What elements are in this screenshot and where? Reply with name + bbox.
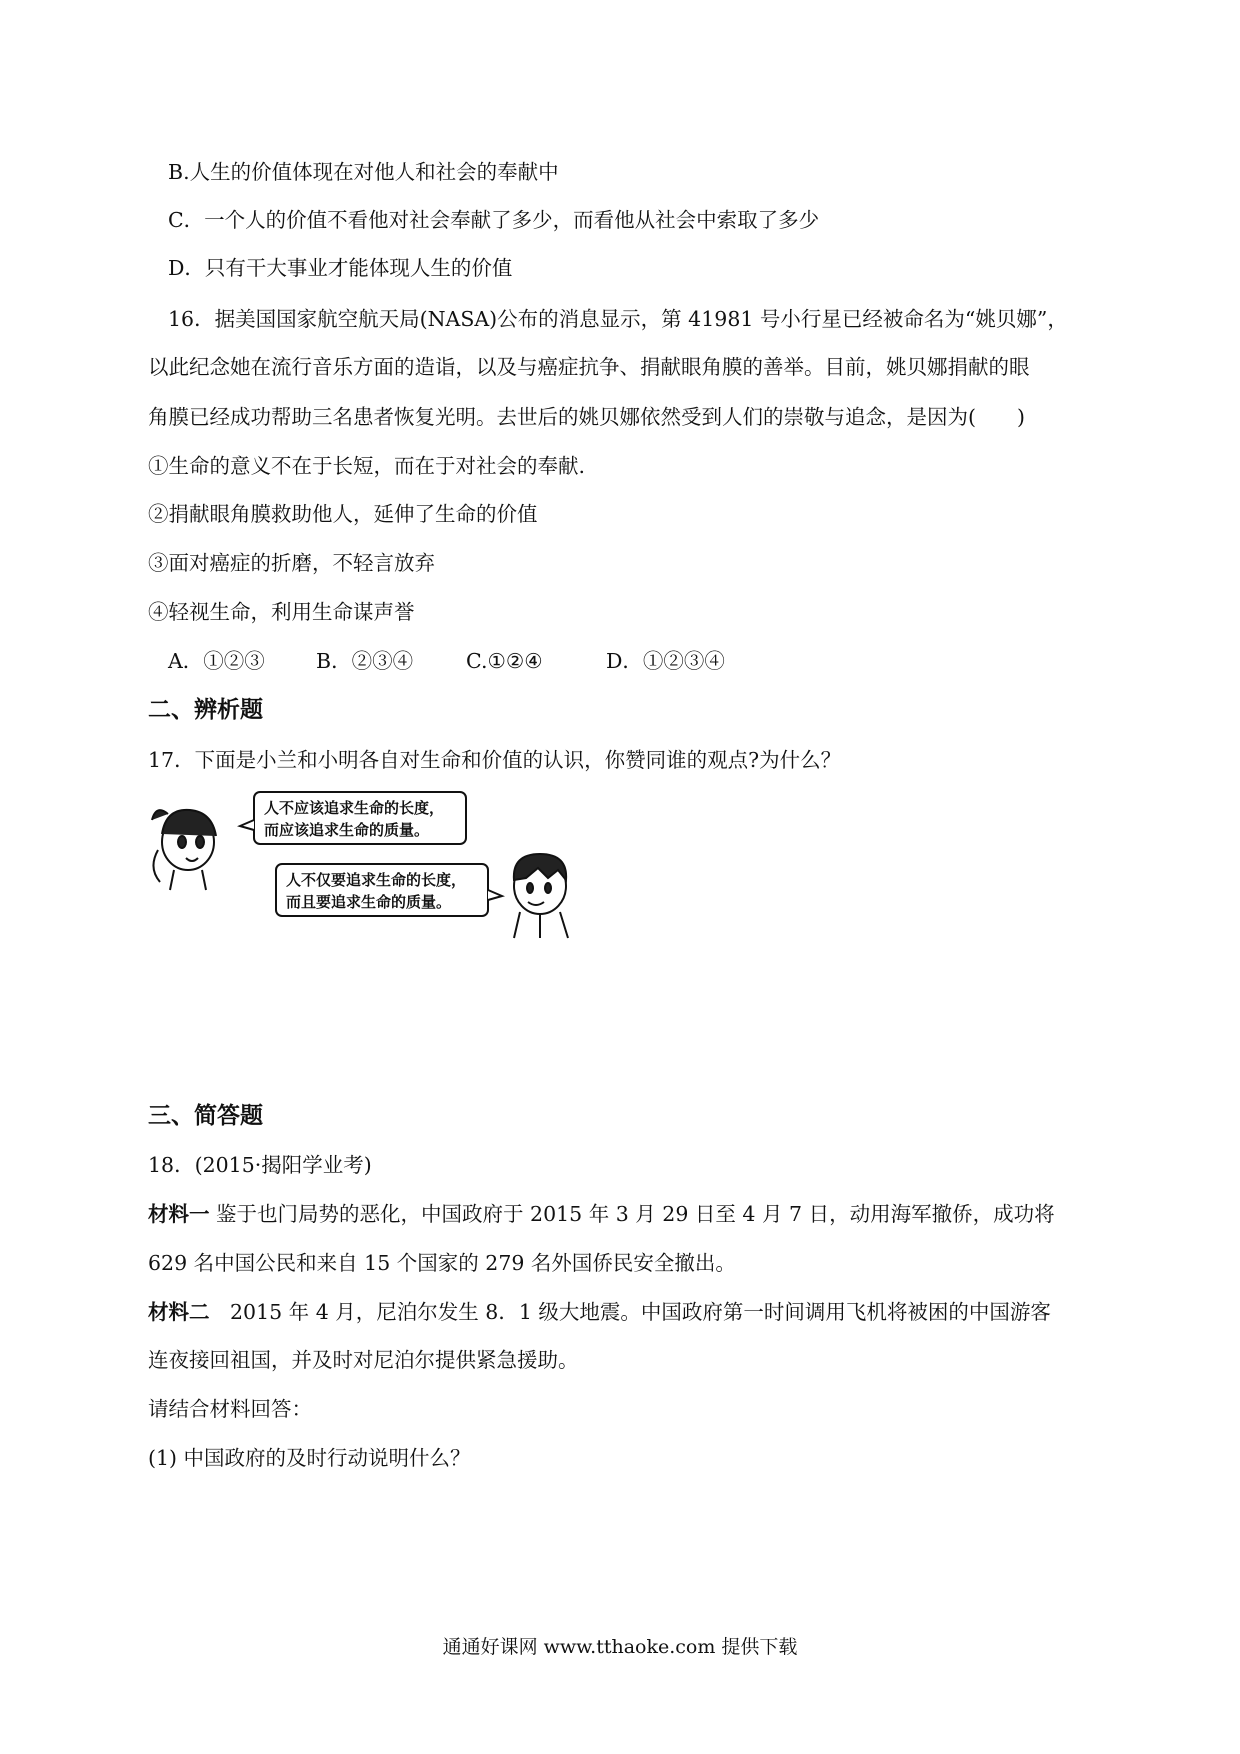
q17-text: 17．下面是小兰和小明各自对生命和价值的认识，你赞同谁的观点?为什么？ bbox=[148, 748, 842, 772]
q16-item-2: ②捐献眼角膜救助他人，延伸了生命的价值 bbox=[148, 502, 538, 526]
q16-item-4: ④轻视生命，利用生命谋声誉 bbox=[148, 600, 415, 624]
choice-b: B．②③④ bbox=[316, 649, 414, 673]
option-d: D．只有干大事业才能体现人生的价值 bbox=[168, 256, 513, 280]
bubble-2-line-2: 而且要追求生命的质量。 bbox=[286, 893, 452, 911]
material-1-line-2: 629 名中国公民和来自 15 个国家的 279 名外国侨民安全撤出。 bbox=[148, 1251, 736, 1275]
speech-bubble-2 bbox=[276, 864, 502, 916]
boy-cartoon bbox=[514, 854, 568, 938]
material-2-label: 材料二 bbox=[148, 1300, 210, 1324]
section-2-heading: 二、辨析题 bbox=[148, 696, 263, 723]
q16-item-1: ①生命的意义不在于长短，而在于对社会的奉献. bbox=[148, 454, 586, 478]
material-2-text: 2015 年 4 月，尼泊尔发生 8．1 级大地震。中国政府第一时间调用飞机将被困的中国游客 bbox=[209, 1300, 1051, 1324]
bubble-2-line-1: 人不仅要追求生命的长度， bbox=[286, 871, 467, 889]
choice-a: A．①②③ bbox=[168, 649, 265, 673]
q16-item-3: ③面对癌症的折磨，不轻言放弃 bbox=[148, 551, 435, 575]
material-1-label: 材料一 bbox=[148, 1202, 210, 1226]
sub-question-1: (1) 中国政府的及时行动说明什么？ bbox=[148, 1446, 471, 1470]
bubble-1-line-2: 而应该追求生命的质量。 bbox=[264, 821, 430, 839]
material-2-line-2: 连夜接回祖国，并及时对尼泊尔提供紧急援助。 bbox=[148, 1348, 579, 1372]
section-3-heading: 三、简答题 bbox=[148, 1102, 263, 1129]
q16-line-3: 角膜已经成功帮助三名患者恢复光明。去世后的姚贝娜依然受到人们的崇敬与追念，是因为( ) bbox=[148, 405, 1025, 429]
material-2-line-1 bbox=[148, 1298, 1051, 1326]
option-c: C．一个人的价值不看他对社会奉献了多少，而看他从社会中索取了多少 bbox=[168, 208, 820, 232]
q16-line-2: 以此纪念她在流行音乐方面的造诣，以及与癌症抗争、捐献眼角膜的善举。目前，姚贝娜捐献的眼 bbox=[148, 355, 1030, 379]
material-1-text: 鉴于也门局势的恶化，中国政府于 2015 年 3 月 29 日至 4 月 7 日，动用海军撤侨，成功将 bbox=[209, 1202, 1055, 1226]
choice-d: D．①②③④ bbox=[606, 649, 725, 673]
q16-line-1: 16．据美国国家航空航天局(NASA)公布的消息显示，第 41981 号小行星已经被命名为“姚贝娜”， bbox=[168, 307, 1068, 331]
speech-bubble-1 bbox=[240, 792, 466, 844]
q17-illustration bbox=[148, 790, 588, 940]
answer-prompt: 请结合材料回答： bbox=[148, 1397, 312, 1421]
q18-title: 18．(2015·揭阳学业考) bbox=[148, 1153, 372, 1177]
page-footer[interactable]: 通通好课网 www.tthaoke.com 提供下载 bbox=[442, 1636, 798, 1658]
option-b: B.人生的价值体现在对他人和社会的奉献中 bbox=[168, 160, 559, 184]
bubble-1-line-1: 人不应该追求生命的长度， bbox=[264, 799, 445, 817]
material-1-line-1 bbox=[148, 1200, 1055, 1228]
q16-choices bbox=[168, 647, 725, 675]
choice-c: C.①②④ bbox=[466, 649, 543, 673]
girl-cartoon bbox=[152, 810, 216, 890]
